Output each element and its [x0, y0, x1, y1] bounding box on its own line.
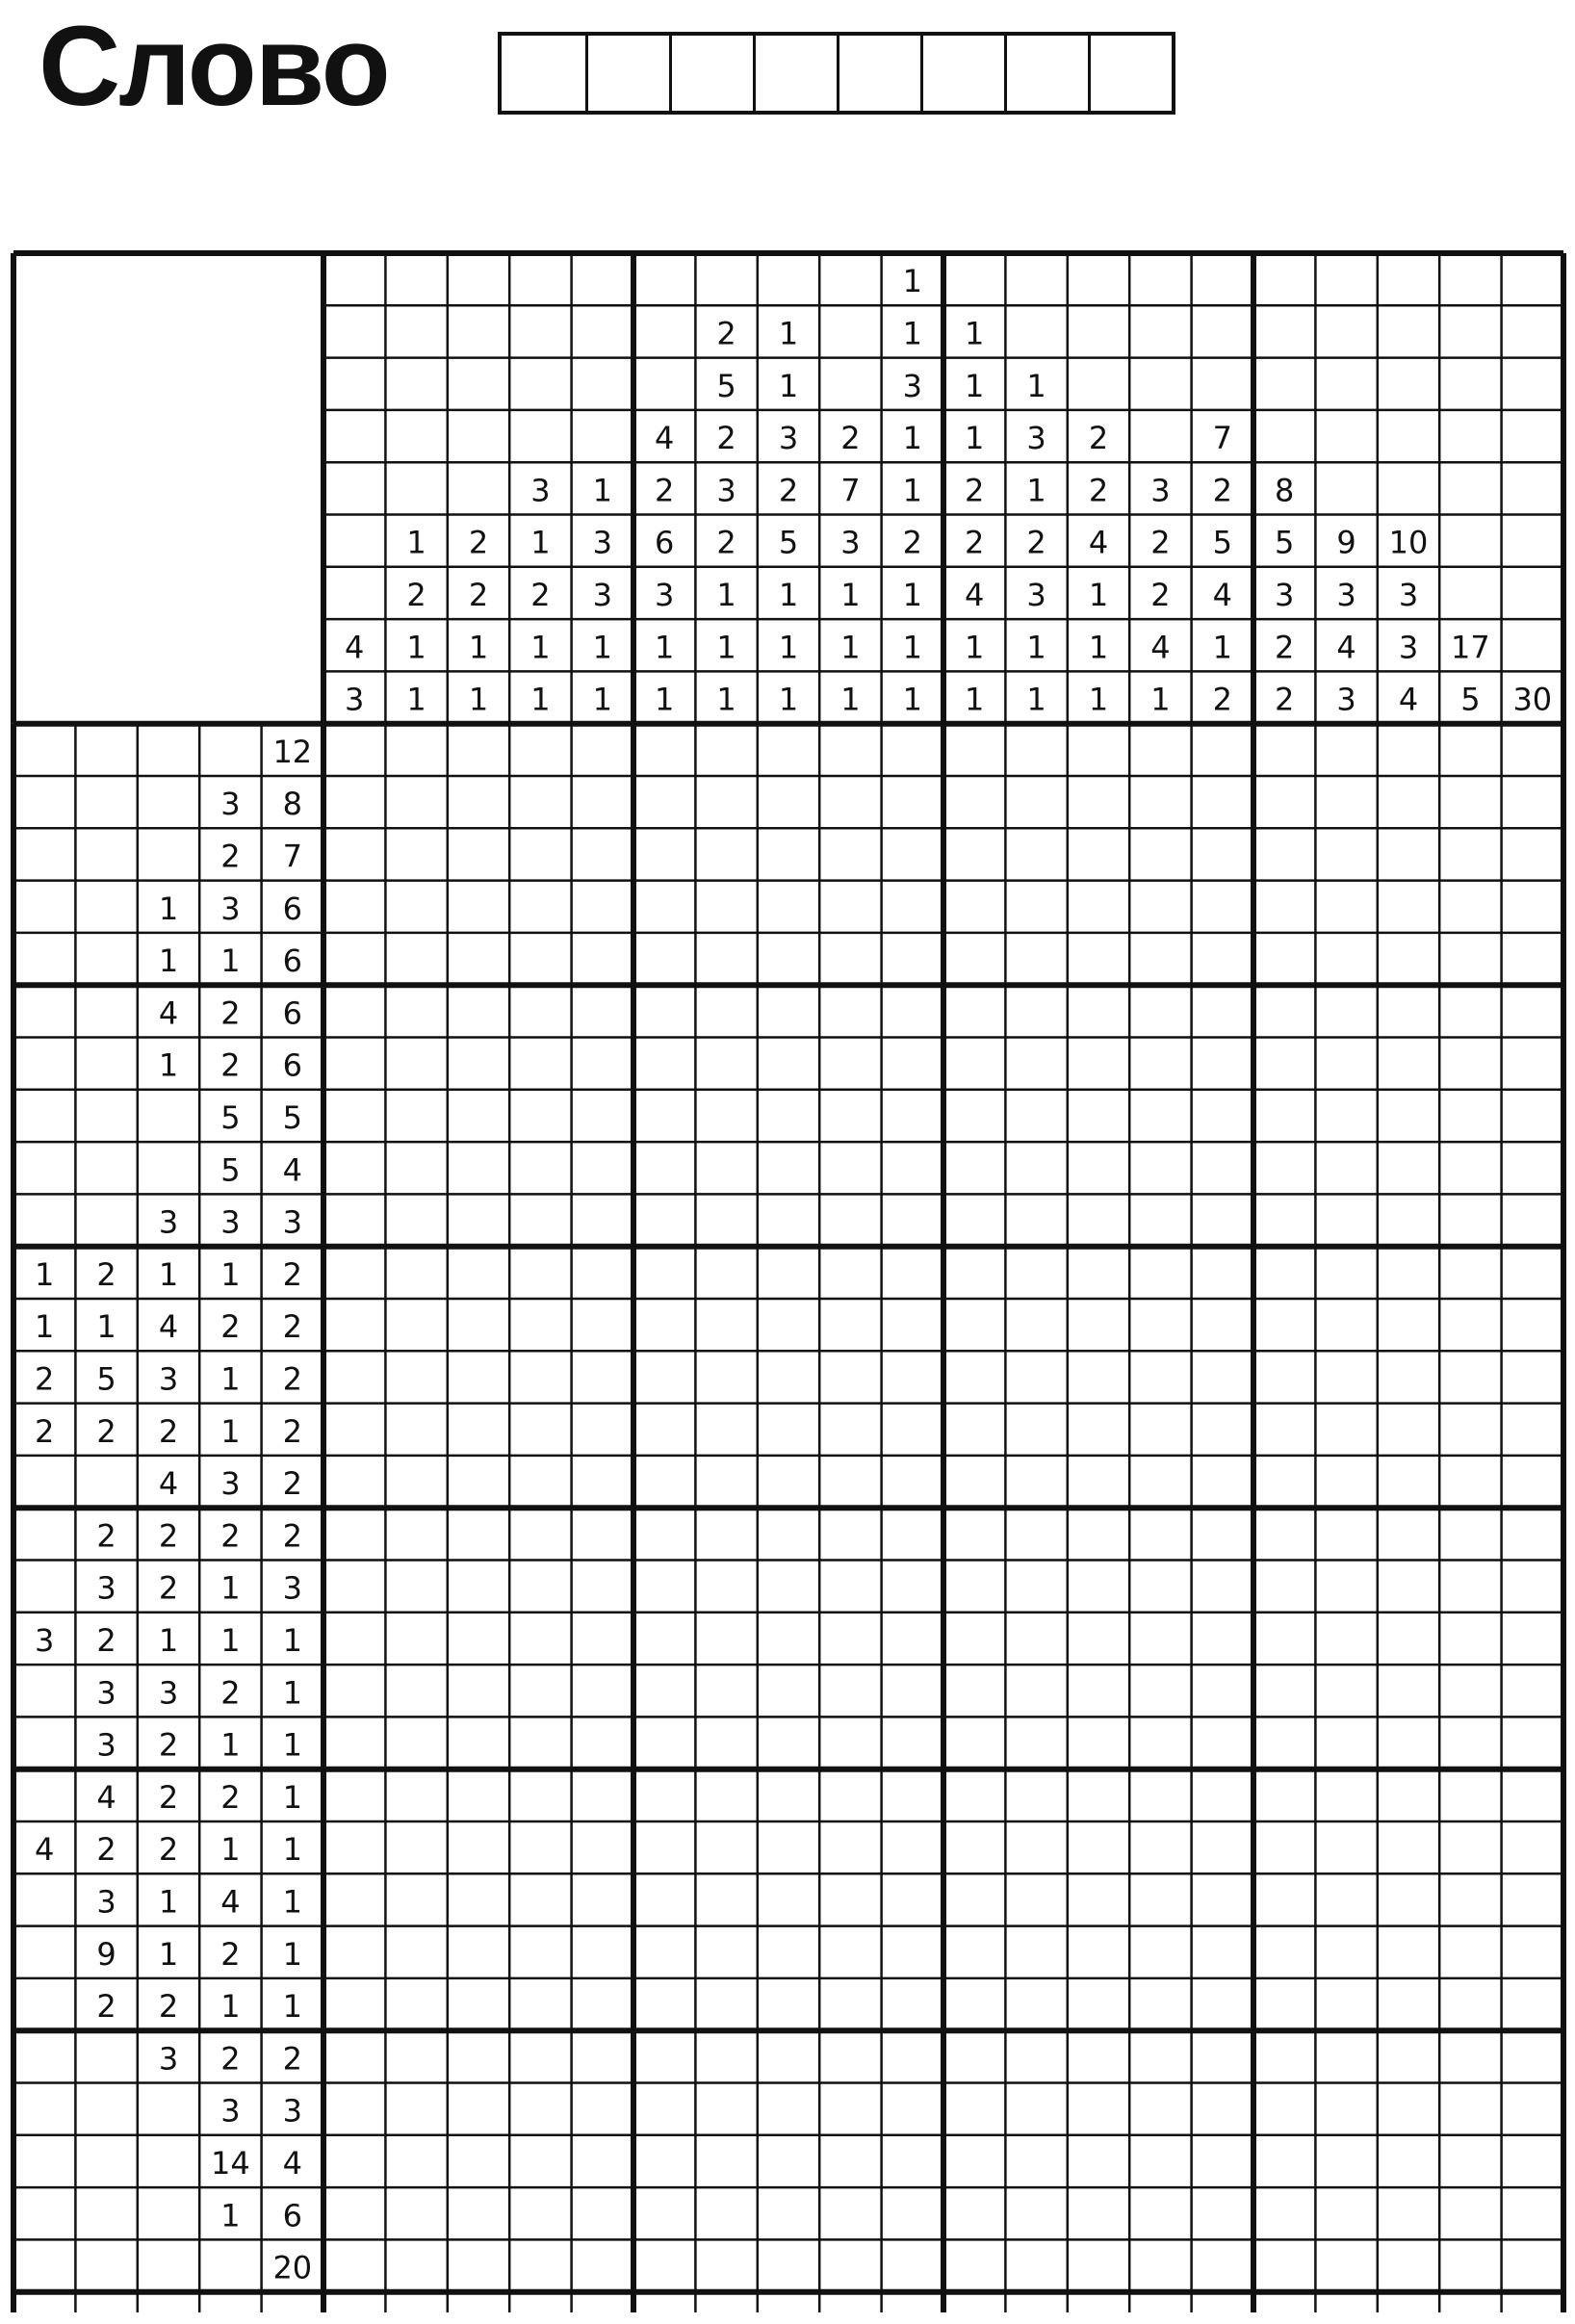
- row-clue: 2: [282, 1360, 302, 1398]
- row-clue: 3: [282, 1569, 302, 1607]
- row-clue: 2: [220, 1935, 241, 1973]
- row-clue: 3: [220, 2092, 241, 2130]
- column-clue: 3: [1026, 576, 1046, 613]
- column-clue: 2: [778, 472, 799, 509]
- row-clue: 3: [158, 1203, 179, 1241]
- column-clue: 3: [655, 576, 675, 613]
- column-clue: 17: [1451, 629, 1490, 666]
- row-clue: 3: [282, 1203, 302, 1241]
- column-clue: 5: [1212, 524, 1232, 561]
- column-clue: 30: [1512, 681, 1553, 718]
- row-clue: 3: [220, 786, 241, 823]
- row-clue: 2: [282, 1412, 302, 1450]
- row-clue: 20: [272, 2249, 313, 2286]
- row-clue: 1: [96, 1308, 116, 1346]
- column-clue: 3: [1398, 629, 1419, 666]
- column-clue: 1: [965, 420, 985, 457]
- row-clue: 5: [220, 1098, 241, 1136]
- column-clue: 3: [716, 472, 736, 509]
- row-clue: 2: [220, 1674, 241, 1712]
- row-clue: 1: [282, 1621, 302, 1659]
- column-clue: 2: [530, 576, 551, 613]
- column-clue: 1: [902, 576, 922, 613]
- row-clue: 6: [282, 890, 302, 927]
- row-clue: 1: [282, 1988, 302, 2026]
- column-clue: 2: [468, 576, 489, 613]
- row-clue: 3: [35, 1621, 55, 1659]
- column-clue: 3: [1275, 576, 1295, 613]
- column-clue: 1: [468, 629, 489, 666]
- column-clue: 4: [655, 420, 675, 457]
- row-clue: 4: [96, 1778, 116, 1816]
- column-clue: 1: [1026, 629, 1046, 666]
- row-clue: 2: [96, 1517, 116, 1555]
- row-clue: 4: [282, 2144, 302, 2182]
- column-clue: 1: [840, 576, 861, 613]
- column-clue: 1: [902, 315, 922, 352]
- column-clue: 1: [592, 681, 612, 718]
- column-clue: 1: [778, 576, 799, 613]
- row-clue: 1: [220, 1621, 241, 1659]
- column-clue: 2: [1212, 472, 1232, 509]
- row-clue: 3: [158, 1674, 179, 1712]
- column-clue: 1: [1088, 576, 1109, 613]
- column-clue: 1: [530, 681, 551, 718]
- column-clue: 1: [1026, 681, 1046, 718]
- column-clue: 1: [902, 681, 922, 718]
- row-clue: 1: [220, 1360, 241, 1398]
- row-clue: 1: [35, 1308, 55, 1346]
- column-clue: 3: [1026, 420, 1046, 457]
- column-clue: 1: [655, 681, 675, 718]
- row-clue: 3: [158, 1360, 179, 1398]
- row-clue: 3: [96, 1726, 116, 1764]
- column-clue: 1: [902, 472, 922, 509]
- row-clue: 2: [158, 1778, 179, 1816]
- column-clue: 1: [406, 629, 426, 666]
- column-clue: 2: [468, 524, 489, 561]
- row-clue: 1: [220, 1412, 241, 1450]
- column-clue: 5: [716, 367, 736, 404]
- column-clue: 1: [1150, 681, 1171, 718]
- column-clue: 2: [1150, 576, 1171, 613]
- row-clue: 3: [96, 1883, 116, 1921]
- row-clue: 2: [158, 1831, 179, 1869]
- column-clue: 1: [655, 629, 675, 666]
- row-clue: 4: [35, 1831, 55, 1869]
- row-clue: 2: [282, 1517, 302, 1555]
- column-clue: 2: [1212, 681, 1232, 718]
- column-clue: 3: [778, 420, 799, 457]
- row-clue: 4: [220, 1883, 241, 1921]
- row-clue: 2: [220, 838, 241, 875]
- row-clue: 4: [158, 994, 179, 1032]
- row-clue: 6: [282, 2197, 302, 2234]
- column-clue: 2: [1026, 524, 1046, 561]
- column-clue: 1: [716, 576, 736, 613]
- column-clue: 8: [1275, 472, 1295, 509]
- column-clue: 1: [592, 629, 612, 666]
- row-clue: 2: [158, 1726, 179, 1764]
- row-clue: 2: [96, 1831, 116, 1869]
- row-clue: 1: [158, 890, 179, 927]
- column-clue: 4: [965, 576, 985, 613]
- row-clue: 1: [158, 1255, 179, 1293]
- row-clue: 5: [282, 1098, 302, 1136]
- row-clue: 3: [220, 1203, 241, 1241]
- row-clue: 3: [282, 2092, 302, 2130]
- column-clue: 1: [965, 681, 985, 718]
- column-clue: 4: [345, 629, 365, 666]
- row-clue: 2: [220, 1778, 241, 1816]
- row-clue: 1: [220, 1726, 241, 1764]
- column-clue: 4: [1398, 681, 1419, 718]
- row-clue: 5: [220, 1151, 241, 1189]
- row-clue: 3: [96, 1569, 116, 1607]
- column-clue: 2: [902, 524, 922, 561]
- column-clue: 1: [840, 681, 861, 718]
- row-clue: 2: [282, 1308, 302, 1346]
- column-clue: 5: [1460, 681, 1481, 718]
- row-clue: 2: [282, 1465, 302, 1503]
- row-clue: 1: [220, 943, 241, 980]
- row-clue: 2: [158, 1517, 179, 1555]
- row-clue: 2: [35, 1412, 55, 1450]
- column-clue: 5: [778, 524, 799, 561]
- column-clue: 3: [592, 524, 612, 561]
- column-clue: 1: [468, 681, 489, 718]
- row-clue: 4: [158, 1308, 179, 1346]
- row-clue: 8: [282, 786, 302, 823]
- column-clue: 1: [1088, 629, 1109, 666]
- row-clue: 2: [220, 1046, 241, 1084]
- column-clue: 1: [530, 524, 551, 561]
- column-clue: 1: [406, 681, 426, 718]
- row-clue: 3: [220, 890, 241, 927]
- column-clue: 4: [1336, 629, 1356, 666]
- column-clue: 2: [1275, 681, 1295, 718]
- row-clue: 1: [220, 2197, 241, 2234]
- column-clue: 1: [778, 629, 799, 666]
- column-clue: 1: [1212, 629, 1232, 666]
- column-clue: 1: [778, 315, 799, 352]
- column-clue: 2: [1088, 420, 1109, 457]
- row-clue: 2: [158, 1569, 179, 1607]
- column-clue: 1: [530, 629, 551, 666]
- row-clue: 1: [220, 1255, 241, 1293]
- column-clue: 2: [655, 472, 675, 509]
- column-clue: 1: [716, 629, 736, 666]
- column-clue: 3: [530, 472, 551, 509]
- row-clue: 2: [158, 1988, 179, 2026]
- column-clue: 3: [902, 367, 922, 404]
- column-clue: 2: [965, 524, 985, 561]
- page-title: Слово: [39, 3, 389, 130]
- column-clue: 1: [840, 629, 861, 666]
- row-clue: 9: [96, 1935, 116, 1973]
- column-clue: 3: [1336, 576, 1356, 613]
- column-clue: 1: [902, 420, 922, 457]
- row-clue: 7: [282, 838, 302, 875]
- row-clue: 2: [220, 1517, 241, 1555]
- column-clue: 1: [902, 629, 922, 666]
- row-clue: 6: [282, 1046, 302, 1084]
- row-clue: 1: [282, 1883, 302, 1921]
- column-clue: 2: [716, 420, 736, 457]
- column-clue: 1: [716, 681, 736, 718]
- column-clue: 4: [1212, 576, 1232, 613]
- row-clue: 1: [220, 1988, 241, 2026]
- column-clue: 2: [965, 472, 985, 509]
- row-clue: 2: [220, 2040, 241, 2078]
- column-clue: 9: [1336, 524, 1356, 561]
- column-clue: 3: [1398, 576, 1419, 613]
- column-clue: 2: [1150, 524, 1171, 561]
- column-clue: 1: [778, 681, 799, 718]
- column-clue: 3: [840, 524, 861, 561]
- column-clue: 1: [1026, 472, 1046, 509]
- row-clue: 1: [158, 1883, 179, 1921]
- column-clue: 1: [592, 472, 612, 509]
- row-clue: 1: [158, 1935, 179, 1973]
- column-clue: 1: [965, 367, 985, 404]
- row-clue: 2: [282, 1255, 302, 1293]
- column-clue: 1: [965, 315, 985, 352]
- row-clue: 2: [96, 1621, 116, 1659]
- column-clue: 1: [965, 629, 985, 666]
- column-clue: 1: [406, 524, 426, 561]
- column-clue: 3: [1150, 472, 1171, 509]
- row-clue: 4: [158, 1465, 179, 1503]
- row-clue: 6: [282, 943, 302, 980]
- row-clue: 1: [158, 943, 179, 980]
- row-clue: 4: [282, 1151, 302, 1189]
- column-clue: 6: [655, 524, 675, 561]
- row-clue: 3: [158, 2040, 179, 2078]
- row-clue: 14: [211, 2144, 250, 2182]
- column-clue: 2: [1275, 629, 1295, 666]
- row-clue: 1: [158, 1046, 179, 1084]
- column-clue: 2: [716, 524, 736, 561]
- column-clue: 1: [1026, 367, 1046, 404]
- row-clue: 1: [158, 1621, 179, 1659]
- column-clue: 3: [1336, 681, 1356, 718]
- row-clue: 3: [96, 1674, 116, 1712]
- row-clue: 1: [282, 1726, 302, 1764]
- column-clue: 3: [592, 576, 612, 613]
- row-clue: 2: [158, 1412, 179, 1450]
- column-clue: 7: [840, 472, 861, 509]
- row-clue: 2: [35, 1360, 55, 1398]
- column-clue: 1: [1088, 681, 1109, 718]
- column-clue: 1: [778, 367, 799, 404]
- row-clue: 1: [282, 1935, 302, 1973]
- column-clue: 1: [902, 263, 922, 300]
- column-clue: 4: [1088, 524, 1109, 561]
- row-clue: 1: [220, 1831, 241, 1869]
- column-clue: 2: [1088, 472, 1109, 509]
- row-clue: 5: [96, 1360, 116, 1398]
- column-clue: 7: [1212, 420, 1232, 457]
- row-clue: 1: [282, 1778, 302, 1816]
- row-clue: 1: [35, 1255, 55, 1293]
- row-clue: 2: [96, 1988, 116, 2026]
- row-clue: 3: [220, 1465, 241, 1503]
- column-clue: 3: [345, 681, 365, 718]
- row-clue: 1: [282, 1831, 302, 1869]
- column-clue: 10: [1388, 524, 1429, 561]
- row-clue: 1: [282, 1674, 302, 1712]
- row-clue: 2: [220, 1308, 241, 1346]
- row-clue: 12: [272, 733, 313, 770]
- row-clue: 1: [220, 1569, 241, 1607]
- column-clue: 2: [406, 576, 426, 613]
- row-clue: 2: [96, 1412, 116, 1450]
- row-clue: 2: [282, 2040, 302, 2078]
- row-clue: 6: [282, 994, 302, 1032]
- column-clue: 4: [1150, 629, 1171, 666]
- row-clue: 2: [96, 1255, 116, 1293]
- column-clue: 5: [1275, 524, 1295, 561]
- column-clue: 2: [716, 315, 736, 352]
- row-clue: 2: [220, 994, 241, 1032]
- column-clue: 2: [840, 420, 861, 457]
